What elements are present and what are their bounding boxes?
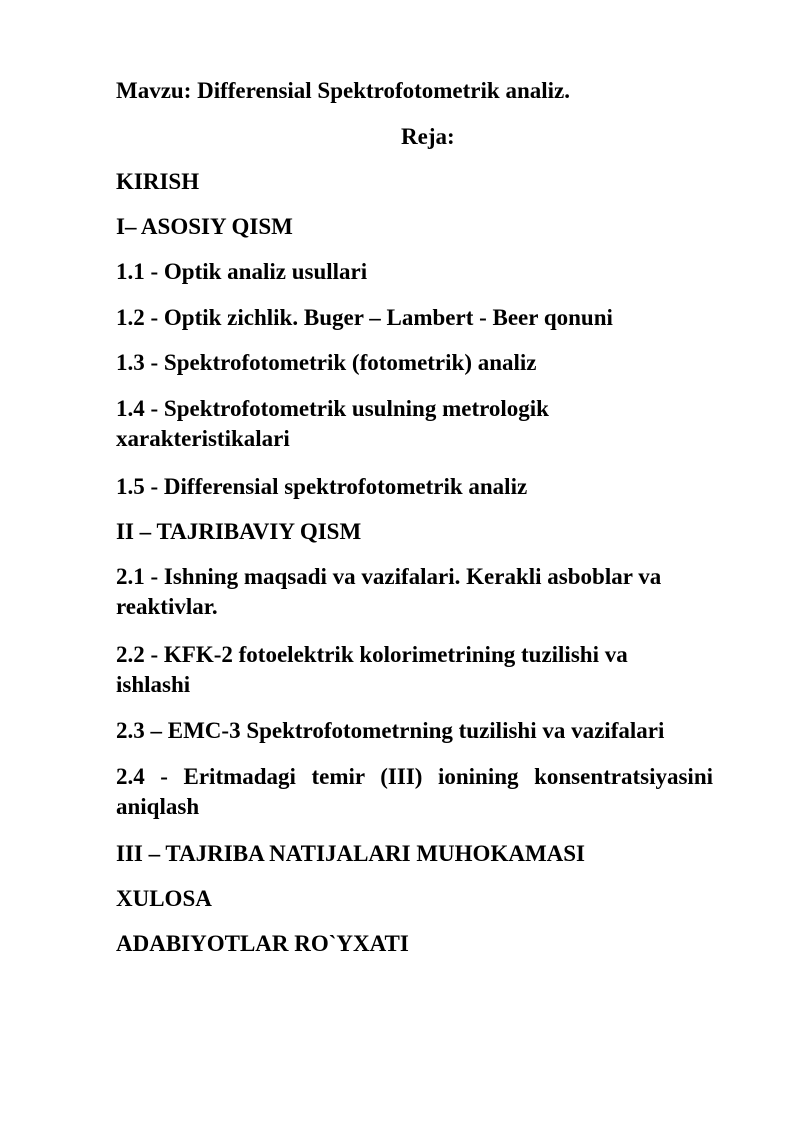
toc-item-1-3: 1.3 - Spektrofotometrik (fotometrik) analiz (116, 350, 537, 375)
toc-item-main-part: I– ASOSIY QISM (116, 214, 293, 239)
toc-item-1-1: 1.1 - Optik analiz usullari (116, 259, 368, 284)
toc-item-1-4: 1.4 - Spektrofotometrik usulning metrologik xarakteristikalari (116, 396, 549, 451)
toc-item-2-3: 2.3 – EMC-3 Spektrofotometrning tuzilishi va vazifalari (116, 718, 665, 743)
toc-item-introduction: KIRISH (116, 169, 200, 194)
toc-item-experimental-part: II – TAJRIBAVIY QISM (116, 519, 362, 544)
plan-heading: Reja: (401, 124, 455, 149)
toc-item-1-2: 1.2 - Optik zichlik. Buger – Lambert - Beer qonuni (116, 305, 613, 330)
toc-item-1-5: 1.5 - Differensial spektrofotometrik analiz (116, 474, 528, 499)
document-title: Mavzu: Differensial Spektrofotometrik analiz. (116, 78, 570, 103)
toc-item-2-2: 2.2 - KFK-2 fotoelektrik kolorimetrining tuzilishi va ishlashi (116, 642, 628, 697)
toc-item-2-4: 2.4 - Eritmadagi temir (III) ionining konsentratsiyasini aniqlash (116, 764, 713, 819)
toc-item-conclusion: XULOSA (116, 886, 212, 911)
toc-item-2-1: 2.1 - Ishning maqsadi va vazifalari. Kerakli asboblar va reaktivlar. (116, 564, 662, 619)
toc-item-references: ADABIYOTLAR RO`YXATI (116, 931, 409, 956)
toc-item-results-discussion: III – TAJRIBA NATIJALARI MUHOKAMASI (116, 841, 586, 866)
